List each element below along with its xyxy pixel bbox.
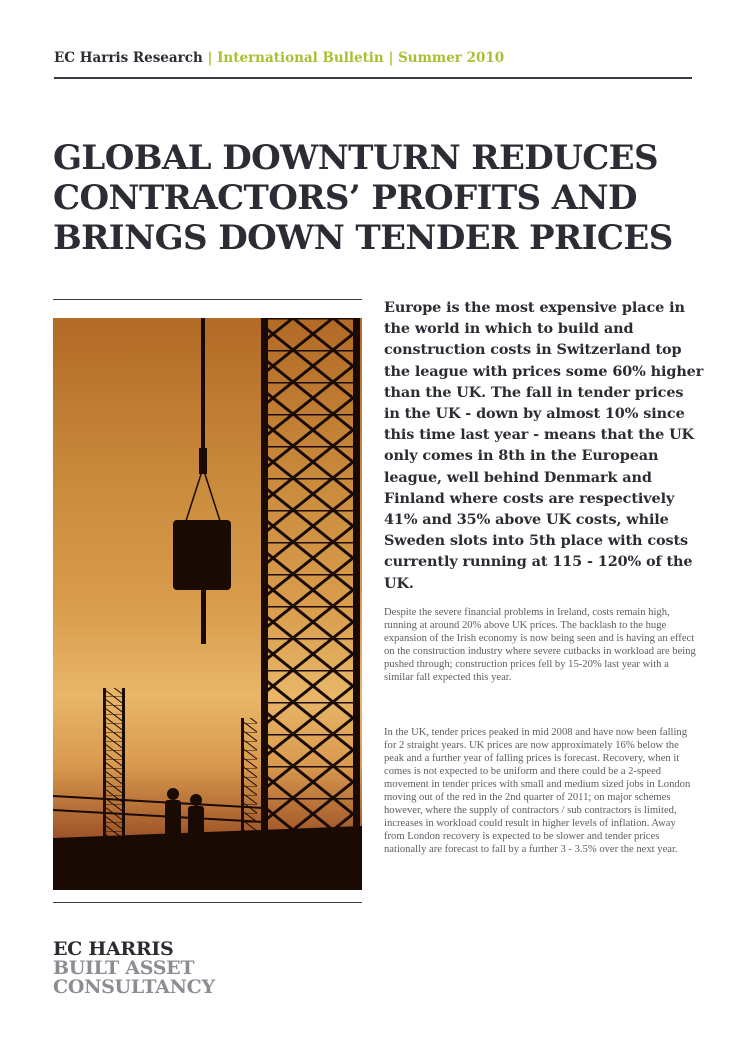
body-paragraph-uk: In the UK, tender prices peaked in mid 2008 and have now been falling for 2 straight years. UK prices are now approximately 16% below the peak and a further year of falling prices is forecast. Recovery, when it comes is not expected to be uniform and there could be a 2-speed movement in tender prices with small and medium sized jobs in London moving out of the red in the 2nd quarter of 2011; on major schemes however, where the supply of contractors / sub contractors is limited, increases in workload could result in higher levels of inflation. Away from London recovery is expected to be slower and tender prices nationally are forecast to fall by a further 3 - 3.5% over the next year. [384, 727, 691, 855]
running-header [54, 50, 692, 66]
logo-line-1: EC HARRIS [53, 938, 174, 960]
body-paragraph-ireland: Despite the severe financial problems in Ireland, costs remain high, running at around 20% above UK prices. The backlash to the huge expansion of the Irish economy is now being seen and is having an effect on the construction industry where severe cutbacks in workload are being pushed through; construction prices fell by 15-20% last year with a similar fall expected this year. [384, 607, 696, 683]
header-separator: | [383, 50, 399, 66]
image-bottom-divider [53, 902, 362, 903]
logo-line-3: CONSULTANCY [53, 976, 215, 998]
company-logo [53, 940, 215, 997]
lead-paragraph: Europe is the most expensive place in the world in which to build and construction costs in Switzerland top the league with prices some 60% higher than the UK. The fall in tender prices in the UK - down by almost 10% since this time last year - means that the UK only comes in 8th in the European league, well behind Denmark and Finland where costs are respectively 41% and 35% above UK costs, while Sweden slots into 5th place with costs currently running at 115 - 120% of the UK. [384, 299, 704, 592]
title-line-3: BRINGS DOWN TENDER PRICES [53, 218, 673, 258]
crane-sunset-photo [53, 318, 362, 890]
title-line-2: CONTRACTORS’ PROFITS AND [53, 178, 637, 218]
header-brand: EC Harris Research [54, 50, 203, 66]
article-title [53, 138, 713, 258]
header-separator: | [202, 50, 218, 66]
header-divider [54, 77, 692, 79]
logo-line-2: BUILT ASSET [53, 957, 195, 979]
header-publication: International Bulletin [217, 50, 384, 66]
title-line-1: GLOBAL DOWNTURN REDUCES [53, 138, 658, 178]
image-top-divider [53, 299, 362, 300]
header-season: Summer 2010 [398, 50, 505, 66]
